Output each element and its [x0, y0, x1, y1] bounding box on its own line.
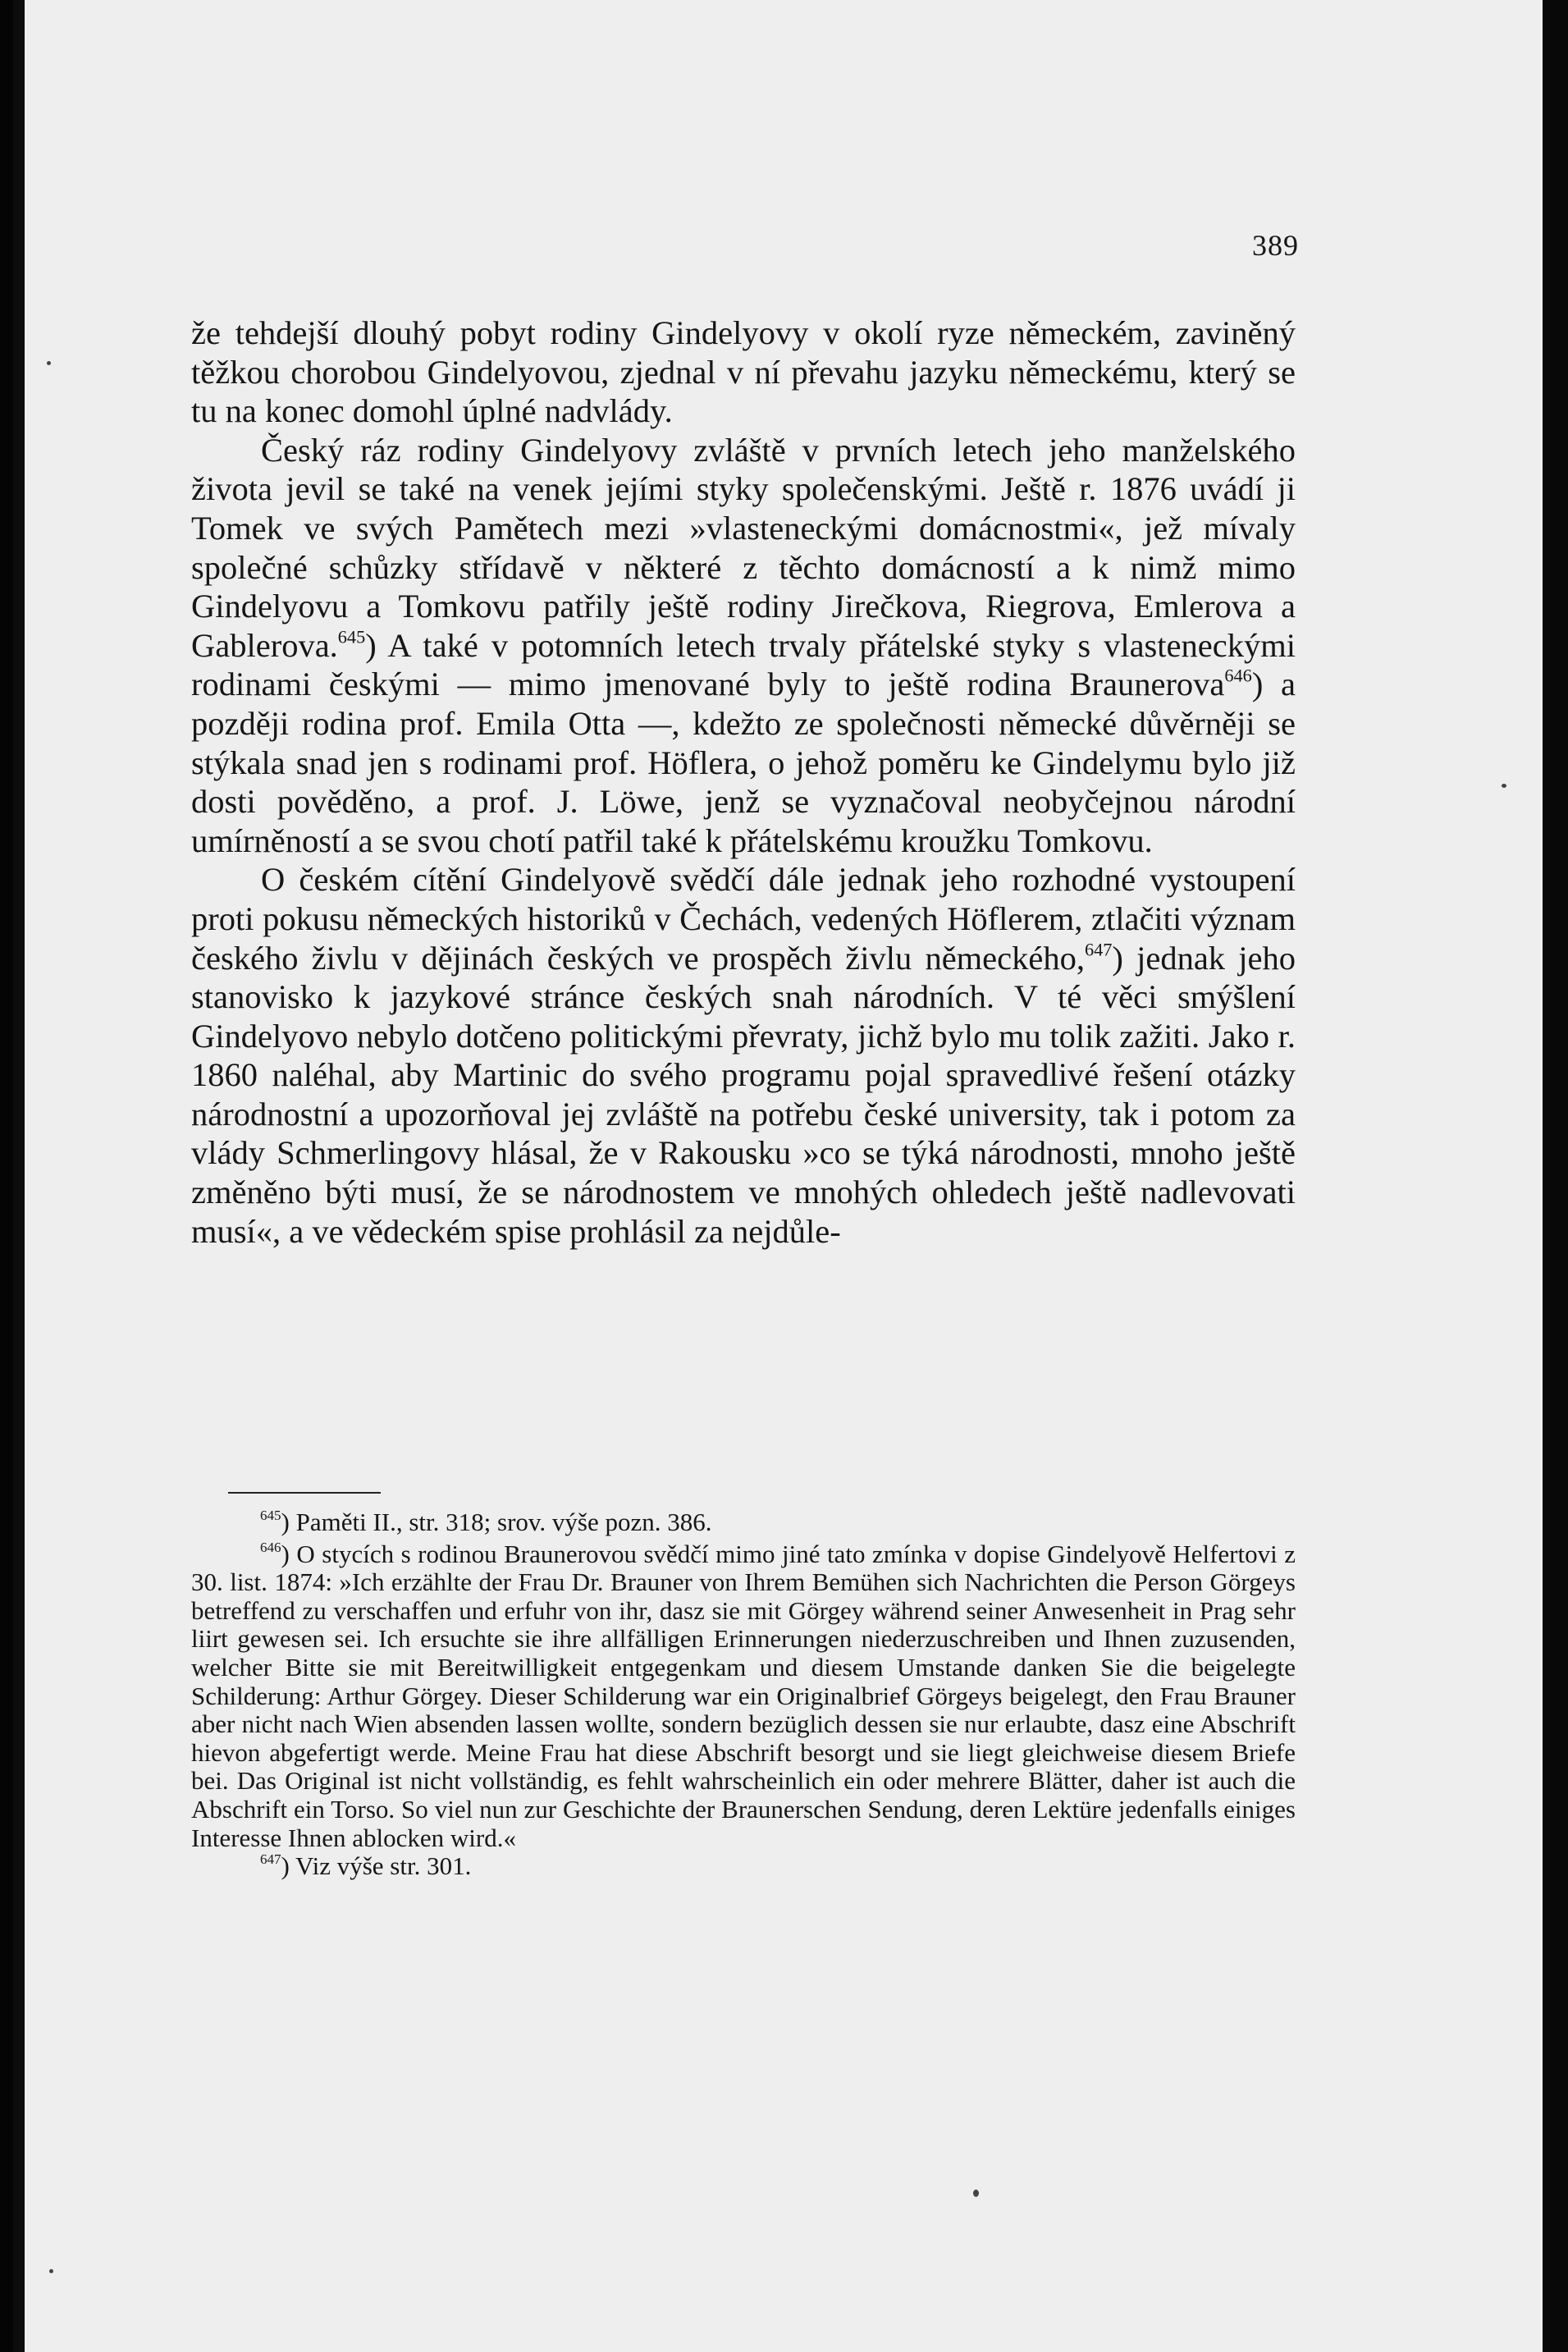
footnote-mark-646: 646 [260, 1539, 281, 1555]
footnote-645-text: ) Paměti II., str. 318; srov. výše pozn. 386. [281, 1508, 712, 1536]
paragraph-2 [191, 431, 1296, 861]
footnote-646 [191, 1540, 1296, 1853]
footnote-mark-647: 647 [260, 1851, 281, 1868]
main-text [191, 313, 1296, 1251]
scan-speck [47, 361, 51, 365]
paragraph-2-part-3: ) a později rodina prof. Emila Otta —, kdežto ze společnosti německé důvěrněji se stýkala snad jen s rodinami prof. Höflera, o jehož poměru ke Gindelymu bylo již dosti pověděno, a prof. J. Löwe, jenž se vyznačoval neobyčejnou národní umírněností a se svou chotí patřil také k přátelskému kroužku Tomkovu. [191, 666, 1296, 859]
paragraph-2-part-2: ) A také v potomních letech trvaly přátelské styky s vlasteneckými rodinami českými — mimo jmenované byly to ještě rodina Braunerova [191, 626, 1296, 703]
footnote-ref-647: 647 [1084, 938, 1113, 959]
scan-speck [1502, 784, 1506, 788]
footnote-647 [191, 1852, 1296, 1881]
scan-speck [973, 2190, 979, 2197]
footnote-645 [191, 1508, 1296, 1537]
paragraph-3-part-2: ) jednak jeho stanovisko k jazykové stránce českých snah národních. V té věci smýšlení Gindelyovo nebylo dotčeno politickými převraty, jichž bylo mu tolik zažiti. Jako r. 1860 naléhal, aby Martinic do svého programu pojal spravedlivé řešení otázky národnostní a upozorňoval jej zvláště na potřebu české university, tak i potom za vlády Schmerlingovy hlásal, že v Rakousku »co se týká národnosti, mnoho ještě změněno býti musí, že se národnostem ve mnohých ohledech ještě nadlevovati musí«, a ve vědeckém spise prohlásil za nejdůle- [191, 939, 1296, 1250]
paragraph-1: že tehdejší dlouhý pobyt rodiny Gindelyovy v okolí ryze německém, zaviněný těžkou chorobou Gindelyovou, zjednal v ní převahu jazyku německému, který se tu na konec domohl úplné nadvlády. [191, 314, 1296, 430]
footnote-ref-646: 646 [1224, 665, 1252, 686]
footnote-ref-645: 645 [337, 626, 366, 647]
scan-speck [49, 2269, 53, 2273]
paragraph-2-part-1: Český ráz rodiny Gindelyovy zvláště v prvních letech jeho manželského života jevil se také na venek jejími styky společenskými. Ještě r. 1876 uvádí ji Tomek ve svých Pamětech mezi »vlasteneckými domácnostmi«, jež mívaly společné schůzky střídavě v některé z těchto domácností a k nimž mimo Gindelyovu a Tomkovu patřily ještě rodiny Jirečkova, Riegrova, Emlerova a Gablerova. [191, 431, 1296, 664]
paragraph-3 [191, 860, 1296, 1251]
footnote-mark-645: 645 [260, 1508, 281, 1524]
footnote-646-text: ) O stycích s rodinou Braunerovou svědčí mimo jiné tato zmínka v dopise Gindelyově Helfertovi z 30. list. 1874: »Ich erzählte der Frau Dr. Brauner von Ihrem Bemühen sich Nachrichten die Person Görgeys betreffend zu verschaffen und erfuhr von ihr, dasz sie mit Görgey während seiner Anwesenheit in Prag sehr liirt gewesen sei. Ich ersuchte sie ihre allfälligen Erinnerungen niederzuschreiben und Ihnen zuzusenden, welcher Bitte sie mit Bereitwilligkeit entgegenkam und diesem Umstande danken Sie die beigelegte Schilderung: Arthur Görgey. Dieser Schilderung war ein Originalbrief Görgeys beigelegt, den Frau Brauner aber nicht nach Wien absenden lassen wollte, sondern bezüglich dessen sie nur erlaubte, dasz eine Abschrift hievon abgefertigt werde. Meine Frau hat diese Abschrift besorgt und sie liegt gleichweise diesem Briefe bei. Das Original ist nicht vollständig, es fehlt wahrscheinlich ein oder mehrere Blätter, daher ist auch die Abschrift ein Torso. So viel nun zur Geschichte der Braunerschen Sendung, deren Lektüre jedenfalls einiges Interesse Ihnen ablocken wird.« [191, 1539, 1296, 1852]
paragraph-3-part-1: O českém cítění Gindelyově svědčí dále jednak jeho rozhodné vystoupení proti pokusu německých historiků v Čechách, vedených Höflerem, ztlačiti význam českého živlu v dějinách českých ve prospěch živlu německého, [191, 861, 1296, 977]
footnote-647-text: ) Viz výše str. 301. [281, 1851, 472, 1881]
scan-left-edge [0, 0, 13, 2352]
scan-right-edge [1543, 0, 1568, 2352]
page-number: 389 [1252, 229, 1299, 262]
footnotes [191, 1492, 1296, 1881]
